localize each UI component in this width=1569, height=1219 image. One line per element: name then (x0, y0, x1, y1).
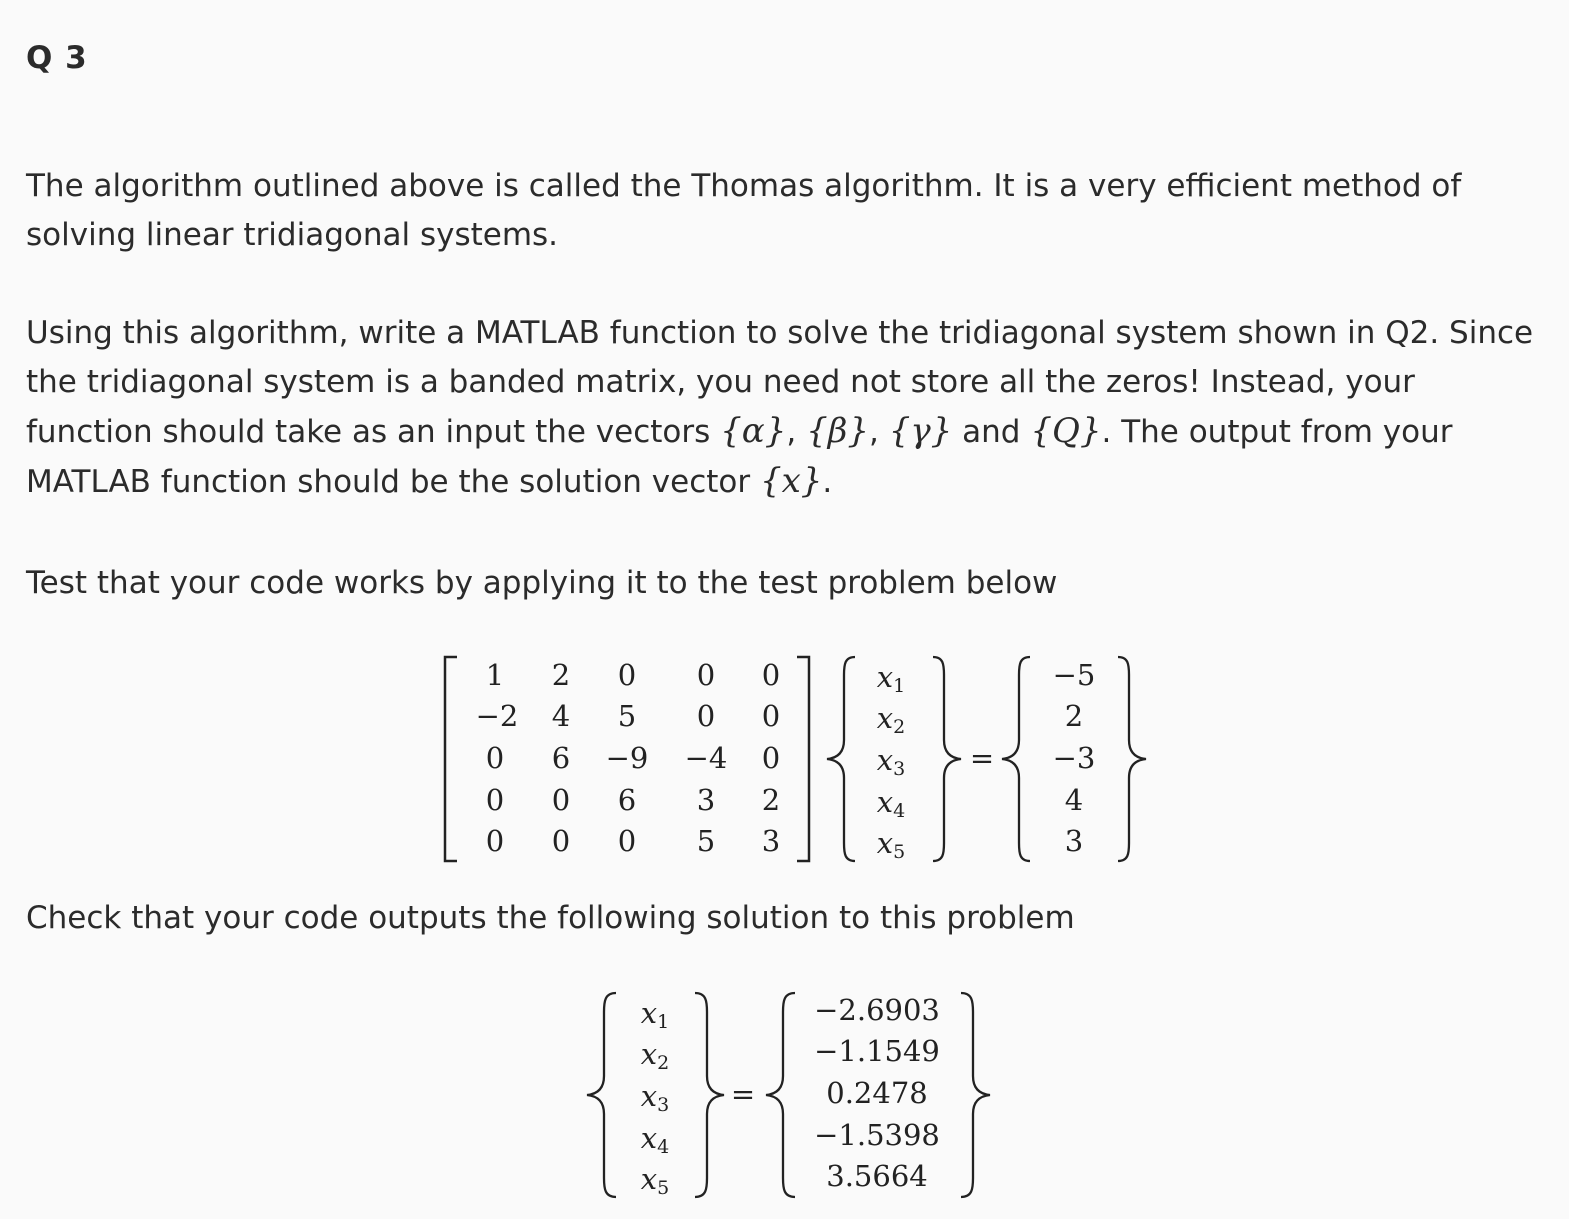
matrix-cell: 3 (696, 783, 716, 817)
and-word: and (952, 414, 1031, 450)
matrix-cell: 0 (485, 783, 505, 817)
period: . (822, 464, 833, 500)
matrix-cell: −9 (605, 741, 649, 775)
matrix-cell: 0 (761, 741, 781, 775)
gamma-vector: {γ} (888, 411, 953, 451)
matrix-cell: 0 (617, 658, 637, 692)
test-instruction: Test that your code works by applying it to the test problem below (26, 565, 1058, 601)
solution-value: 0.2478 (826, 1076, 928, 1110)
q-vector: {Q} (1030, 411, 1102, 451)
unknown-x4: $x_4$ (876, 785, 906, 822)
solution-value: −1.5398 (814, 1118, 940, 1152)
solution-unknown-x5: $x_5$ (640, 1162, 670, 1199)
rhs-value: −5 (1052, 658, 1096, 692)
task-text-1: Using this algorithm, write a MATLAB function to solve the tridiagonal system shown in Q2. Since the tridiagonal system is a banded matrix, you need not store all the zeros! Instead, your function should take as an input the vectors (26, 315, 1534, 450)
check-instruction: Check that your code outputs the following solution to this problem (26, 900, 1075, 936)
matrix-cell: 0 (696, 699, 716, 733)
solution-unknown-x3: $x_3$ (640, 1079, 670, 1116)
task-text-2: . The output from your MATLAB function should be the solution vector (26, 414, 1453, 500)
x-vector: {x} (759, 461, 823, 501)
matrix-cell: 3 (761, 824, 781, 858)
matrix-cell: 0 (485, 741, 505, 775)
solution-value: −1.1549 (814, 1034, 940, 1068)
question-label: Q 3 (26, 40, 88, 76)
unknown-x2: $x_2$ (876, 701, 906, 738)
solution-value: 3.5664 (826, 1159, 928, 1193)
rhs-value: 3 (1064, 824, 1084, 858)
matrix-cell: 2 (761, 783, 781, 817)
separator: , (786, 414, 807, 450)
rhs-value: −3 (1052, 741, 1096, 775)
matrix-cell: −2 (475, 699, 519, 733)
matrix-cell: 4 (551, 699, 571, 733)
beta-vector: {β} (806, 411, 869, 451)
intro-line-1: The algorithm outlined above is called the Thomas algorithm. It is a very efficient method of (26, 168, 1462, 204)
matrix-cell: 2 (551, 658, 571, 692)
matrix-cell: 1 (485, 658, 505, 692)
matrix-cell: 0 (696, 658, 716, 692)
matrix-cell: 6 (617, 783, 637, 817)
solution-unknown-x1: $x_1$ (640, 996, 670, 1033)
solution-unknown-x2: $x_2$ (640, 1037, 670, 1074)
matrix-cell: 0 (761, 699, 781, 733)
matrix-cell: 5 (696, 824, 716, 858)
alpha-vector: {α} (720, 411, 787, 451)
matrix-cell: 0 (617, 824, 637, 858)
matrix-cell: −4 (684, 741, 728, 775)
separator: , (869, 414, 889, 450)
solution-values-right-brace (0, 0, 1, 1)
matrix-cell: 0 (551, 824, 571, 858)
equals-sign: = (969, 741, 995, 775)
solution-value: −2.6903 (814, 993, 940, 1027)
solution-unknown-x4: $x_4$ (640, 1121, 670, 1158)
matrix-cell: 0 (485, 824, 505, 858)
matrix-cell: 5 (617, 699, 637, 733)
rhs-value: 4 (1064, 783, 1084, 817)
matrix-cell: 6 (551, 741, 571, 775)
matrix-cell: 0 (761, 658, 781, 692)
matrix-cell: 0 (551, 783, 571, 817)
unknown-x5: $x_5$ (876, 826, 906, 863)
unknown-x1: $x_1$ (876, 660, 906, 697)
rhs-value: 2 (1064, 699, 1084, 733)
intro-line-2: solving linear tridiagonal systems. (26, 217, 559, 253)
unknown-x3: $x_3$ (876, 743, 906, 780)
solution-equals-sign: = (730, 1077, 756, 1111)
